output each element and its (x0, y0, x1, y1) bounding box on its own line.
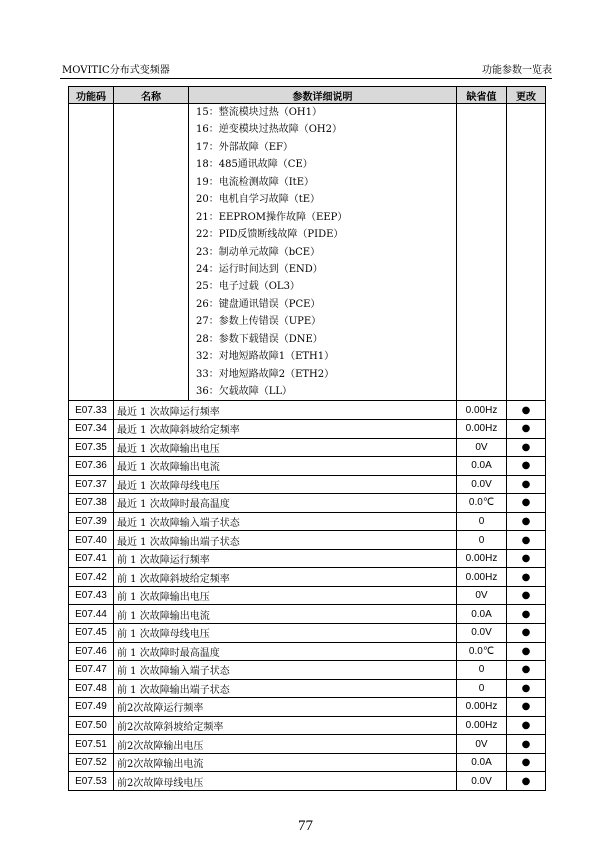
param-name: 最近 1 次故障斜坡给定频率 (114, 419, 457, 438)
table-row (69, 772, 546, 791)
param-default: 0.00Hz (457, 401, 507, 420)
fault-list-item: 36：欠载故障（LL） (196, 386, 293, 397)
param-code: E07.40 (69, 531, 114, 550)
param-default: 0.0A (457, 753, 507, 772)
param-code: E07.35 (69, 438, 114, 457)
fault-list-item: 27：参数上传错误（UPE） (196, 316, 322, 328)
page-number: 77 (298, 818, 313, 834)
param-code: E07.33 (69, 401, 114, 420)
param-change-marker: ● (507, 438, 546, 457)
param-change-marker: ● (507, 512, 546, 531)
param-change-marker: ● (507, 642, 546, 661)
param-name: 前 1 次故障运行频率 (114, 549, 457, 568)
param-code: E07.43 (69, 586, 114, 605)
column-header-name: 名称 (114, 87, 189, 104)
fault-list-item: 28：参数下载错误（DNE） (196, 333, 323, 345)
fault-list-item: 21：EEPROM操作故障（EEP） (196, 211, 348, 223)
column-header-code: 功能码 (69, 87, 114, 104)
param-change-marker: ● (507, 568, 546, 587)
param-default: 0.00Hz (457, 419, 507, 438)
column-header-change: 更改 (507, 87, 546, 104)
param-default: 0.0A (457, 457, 507, 476)
table-header-row (69, 87, 546, 104)
param-code: E07.50 (69, 716, 114, 735)
param-code: E07.42 (69, 568, 114, 587)
fault-list (193, 104, 456, 400)
param-change-marker: ● (507, 494, 546, 513)
table-row (69, 438, 546, 457)
fault-list-item: 22：PID反馈断线故障（PIDE） (196, 229, 344, 241)
fault-default-cell (457, 104, 507, 401)
param-default: 0.00Hz (457, 716, 507, 735)
param-change-marker: ● (507, 419, 546, 438)
fault-list-item: 32：对地短路故障1（ETH1） (196, 351, 335, 363)
fault-code-row (69, 104, 546, 401)
param-name: 最近 1 次故障运行频率 (114, 401, 457, 420)
param-change-marker: ● (507, 475, 546, 494)
param-name: 最近 1 次故障时最高温度 (114, 494, 457, 513)
column-header-description: 参数详细说明 (189, 87, 457, 104)
param-code: E07.45 (69, 624, 114, 643)
param-change-marker: ● (507, 586, 546, 605)
param-name: 前 1 次故障斜坡给定频率 (114, 568, 457, 587)
param-code: E07.53 (69, 772, 114, 791)
param-code: E07.38 (69, 494, 114, 513)
table-row (69, 624, 546, 643)
param-change-marker: ● (507, 549, 546, 568)
param-code: E07.44 (69, 605, 114, 624)
param-default: 0V (457, 586, 507, 605)
fault-list-item: 19：电流检测故障（ItE） (196, 176, 314, 188)
param-change-marker: ● (507, 457, 546, 476)
table-row (69, 568, 546, 587)
fault-list-cell (189, 104, 457, 401)
param-name: 前 1 次故障输出电压 (114, 586, 457, 605)
param-name: 前2次故障输出电压 (114, 735, 457, 754)
table-row (69, 457, 546, 476)
param-name: 前 1 次故障输入端子状态 (114, 661, 457, 680)
param-default: 0.0V (457, 624, 507, 643)
param-default: 0.00Hz (457, 549, 507, 568)
table-row (69, 698, 546, 717)
param-default: 0.00Hz (457, 568, 507, 587)
table-row (69, 642, 546, 661)
table-row (69, 679, 546, 698)
param-change-marker: ● (507, 624, 546, 643)
fault-list-item: 20：电机自学习故障（tE） (196, 194, 321, 206)
header-product-title: MOVITIC分布式变频器 (62, 65, 170, 76)
param-code: E07.48 (69, 679, 114, 698)
param-code: E07.34 (69, 419, 114, 438)
table-row (69, 475, 546, 494)
param-code: E07.47 (69, 661, 114, 680)
param-code: E07.41 (69, 549, 114, 568)
param-code: E07.37 (69, 475, 114, 494)
param-code: E07.39 (69, 512, 114, 531)
fault-list-item: 15：整流模块过热（OH1） (196, 107, 323, 118)
parameter-table (68, 86, 546, 791)
param-default: 0 (457, 512, 507, 531)
param-default: 0.0V (457, 772, 507, 791)
param-name: 前 1 次故障输出电流 (114, 605, 457, 624)
fault-list-item: 24：运行时间达到（END） (196, 263, 323, 275)
param-name: 最近 1 次故障母线电压 (114, 475, 457, 494)
table-row (69, 735, 546, 754)
param-name: 前2次故障输出电流 (114, 753, 457, 772)
param-change-marker: ● (507, 753, 546, 772)
table-row (69, 512, 546, 531)
param-default: 0.0A (457, 605, 507, 624)
fault-list-item: 25：电子过载（OL3） (196, 281, 300, 293)
param-default: 0.0℃ (457, 494, 507, 513)
param-default: 0V (457, 438, 507, 457)
param-name: 最近 1 次故障输出端子状态 (114, 531, 457, 550)
header-divider (60, 78, 552, 79)
fault-code-cell (69, 104, 114, 401)
table-row (69, 494, 546, 513)
param-name: 前2次故障斜坡给定频率 (114, 716, 457, 735)
param-code: E07.49 (69, 698, 114, 717)
table-row (69, 531, 546, 550)
param-name: 最近 1 次故障输出电流 (114, 457, 457, 476)
fault-name-cell (114, 104, 189, 401)
fault-list-item: 18：485通讯故障（CE） (196, 159, 313, 171)
param-name: 前 1 次故障时最高温度 (114, 642, 457, 661)
param-default: 0.00Hz (457, 698, 507, 717)
fault-list-item: 33：对地短路故障2（ETH2） (196, 368, 335, 380)
table-row (69, 586, 546, 605)
param-name: 最近 1 次故障输入端子状态 (114, 512, 457, 531)
param-change-marker: ● (507, 679, 546, 698)
param-change-marker: ● (507, 605, 546, 624)
table-row (69, 716, 546, 735)
fault-change-cell (507, 104, 546, 401)
param-name: 前2次故障运行频率 (114, 698, 457, 717)
param-change-marker: ● (507, 735, 546, 754)
table-row (69, 401, 546, 420)
param-default: 0 (457, 679, 507, 698)
param-name: 最近 1 次故障输出电压 (114, 438, 457, 457)
column-header-default: 缺省值 (457, 87, 507, 104)
param-change-marker: ● (507, 531, 546, 550)
param-code: E07.36 (69, 457, 114, 476)
param-change-marker: ● (507, 716, 546, 735)
param-default: 0.0℃ (457, 642, 507, 661)
table-row (69, 549, 546, 568)
param-default: 0 (457, 531, 507, 550)
param-name: 前 1 次故障母线电压 (114, 624, 457, 643)
param-change-marker: ● (507, 401, 546, 420)
table-row (69, 661, 546, 680)
header-section-title: 功能参数一览表 (482, 65, 552, 76)
param-code: E07.46 (69, 642, 114, 661)
table-row (69, 605, 546, 624)
param-change-marker: ● (507, 661, 546, 680)
table-row (69, 419, 546, 438)
fault-list-item: 26：键盘通讯错误（PCE） (196, 298, 321, 310)
fault-list-item: 17：外部故障（EF） (196, 141, 293, 153)
param-name: 前 1 次故障输出端子状态 (114, 679, 457, 698)
param-code: E07.52 (69, 753, 114, 772)
fault-list-item: 23：制动单元故障（bCE） (196, 246, 321, 258)
param-change-marker: ● (507, 698, 546, 717)
table-row (69, 753, 546, 772)
param-code: E07.51 (69, 735, 114, 754)
fault-list-item: 16：逆变模块过热故障（OH2） (196, 124, 343, 136)
param-default: 0 (457, 661, 507, 680)
param-name: 前2次故障母线电压 (114, 772, 457, 791)
param-default: 0V (457, 735, 507, 754)
param-default: 0.0V (457, 475, 507, 494)
param-change-marker: ● (507, 772, 546, 791)
